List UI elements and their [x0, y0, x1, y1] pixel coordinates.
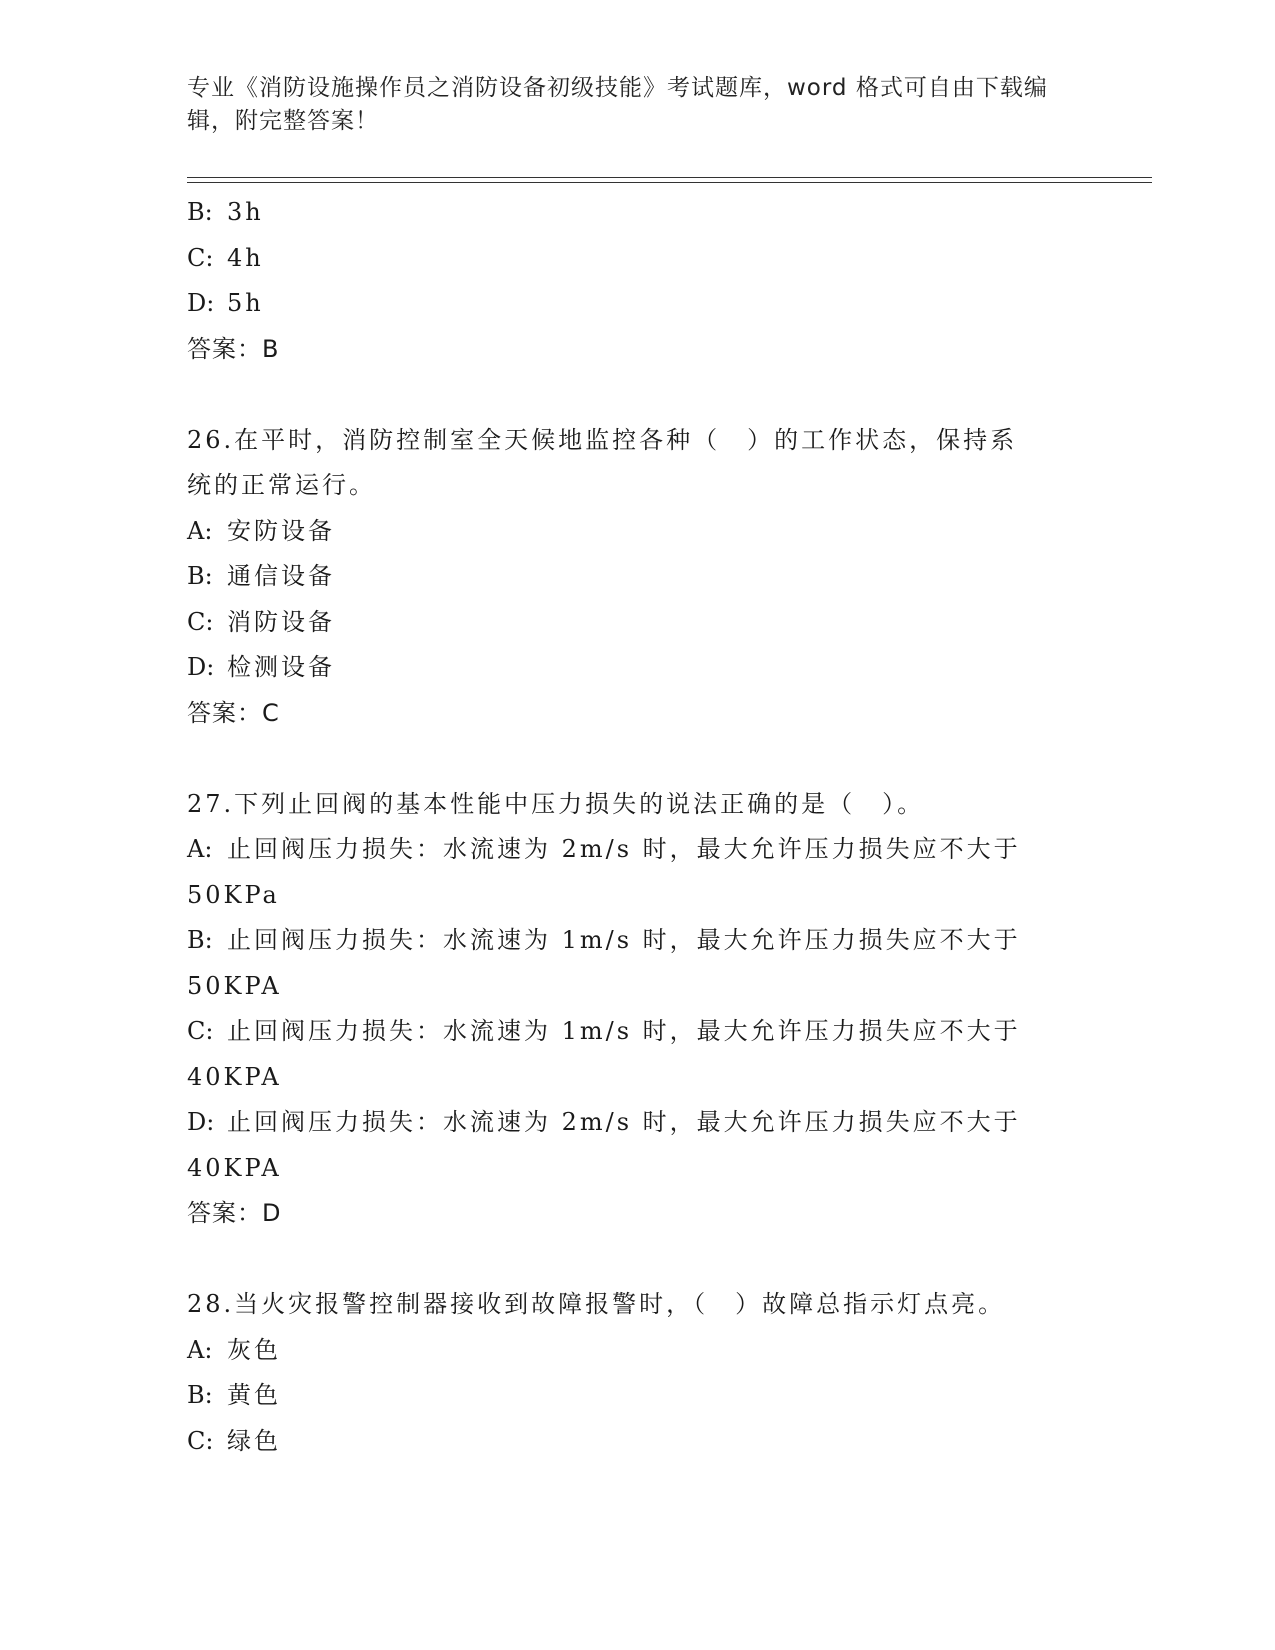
option-row: [187, 554, 1087, 600]
option-row: [187, 1373, 1087, 1419]
header-divider-top: [187, 177, 1152, 178]
option-text: 4h: [227, 243, 264, 272]
question-list: [187, 190, 1087, 1464]
option-continuation: 50KPa: [187, 880, 280, 909]
option-row: [187, 1009, 1087, 1055]
question-stem: 28.当火灾报警控制器接收到故障报警时，（ ）故障总指示灯点亮。: [187, 1290, 1006, 1318]
option-text: 止回阀压力损失：水流速为 2m/s 时，最大允许压力损失应不大于: [227, 835, 1021, 863]
option-letter: A:: [187, 1335, 213, 1364]
option-text: 绿色: [227, 1426, 281, 1455]
option-row: [187, 1419, 1087, 1465]
option-letter: A:: [187, 835, 213, 863]
question-27: [187, 782, 1087, 1237]
question-stem: 统的正常运行。: [187, 471, 376, 499]
header-line-1: 专业《消防设施操作员之消防设备初级技能》考试题库，word 格式可自由下载编: [187, 75, 1048, 101]
option-letter: B:: [187, 1381, 213, 1409]
option-row: [187, 1100, 1087, 1146]
option-letter: C:: [187, 1017, 214, 1045]
question-26: [187, 418, 1087, 737]
option-letter: D:: [187, 653, 215, 681]
option-letter: D:: [187, 289, 215, 317]
option-text: 3h: [227, 198, 264, 226]
question-stem: 27.下列止回阀的基本性能中压力损失的说法正确的是（ ）。: [187, 789, 925, 818]
question-stem: 26.在平时，消防控制室全天候地监控各种（ ）的工作状态，保持系: [187, 425, 1018, 454]
spacer: [187, 1237, 1087, 1283]
question-28: [187, 1282, 1087, 1464]
option-row: [187, 190, 1087, 236]
option-continuation: 40KPA: [187, 1062, 282, 1091]
option-row: [187, 281, 1087, 327]
option-letter: B:: [187, 198, 213, 226]
option-text: 黄色: [227, 1381, 281, 1409]
option-row: [187, 509, 1087, 555]
option-row: [187, 1328, 1087, 1374]
option-letter: B:: [187, 562, 213, 590]
spacer: [187, 372, 1087, 418]
option-row: [187, 600, 1087, 646]
option-text: 止回阀压力损失：水流速为 1m/s 时，最大允许压力损失应不大于: [227, 1017, 1021, 1045]
header-divider-bottom: [187, 182, 1152, 183]
option-row: [187, 645, 1087, 691]
option-row: [187, 827, 1087, 873]
option-row: [187, 918, 1087, 964]
option-letter: D:: [187, 1108, 215, 1136]
option-letter: C:: [187, 243, 214, 272]
option-text: 通信设备: [227, 562, 335, 590]
option-text: 检测设备: [227, 653, 335, 681]
option-text: 止回阀压力损失：水流速为 1m/s 时，最大允许压力损失应不大于: [227, 926, 1021, 954]
option-letter: A:: [187, 516, 213, 545]
answer-line: 答案：B: [187, 334, 280, 363]
option-text: 止回阀压力损失：水流速为 2m/s 时，最大允许压力损失应不大于: [227, 1108, 1021, 1136]
option-letter: B:: [187, 926, 213, 954]
answer-line: 答案：C: [187, 698, 280, 727]
partial-question: [187, 190, 1087, 372]
option-continuation: 40KPA: [187, 1153, 282, 1182]
document-header: [187, 72, 1067, 138]
answer-line: 答案：D: [187, 1199, 282, 1227]
option-text: 灰色: [227, 1335, 281, 1364]
option-text: 安防设备: [227, 516, 335, 545]
header-line-2: 辑，附完整答案！: [187, 108, 379, 134]
option-row: [187, 236, 1087, 282]
spacer: [187, 736, 1087, 782]
option-continuation: 50KPA: [187, 971, 282, 1000]
option-text: 消防设备: [227, 607, 335, 636]
option-text: 5h: [227, 289, 264, 317]
option-letter: C:: [187, 1426, 214, 1455]
option-letter: C:: [187, 607, 214, 636]
